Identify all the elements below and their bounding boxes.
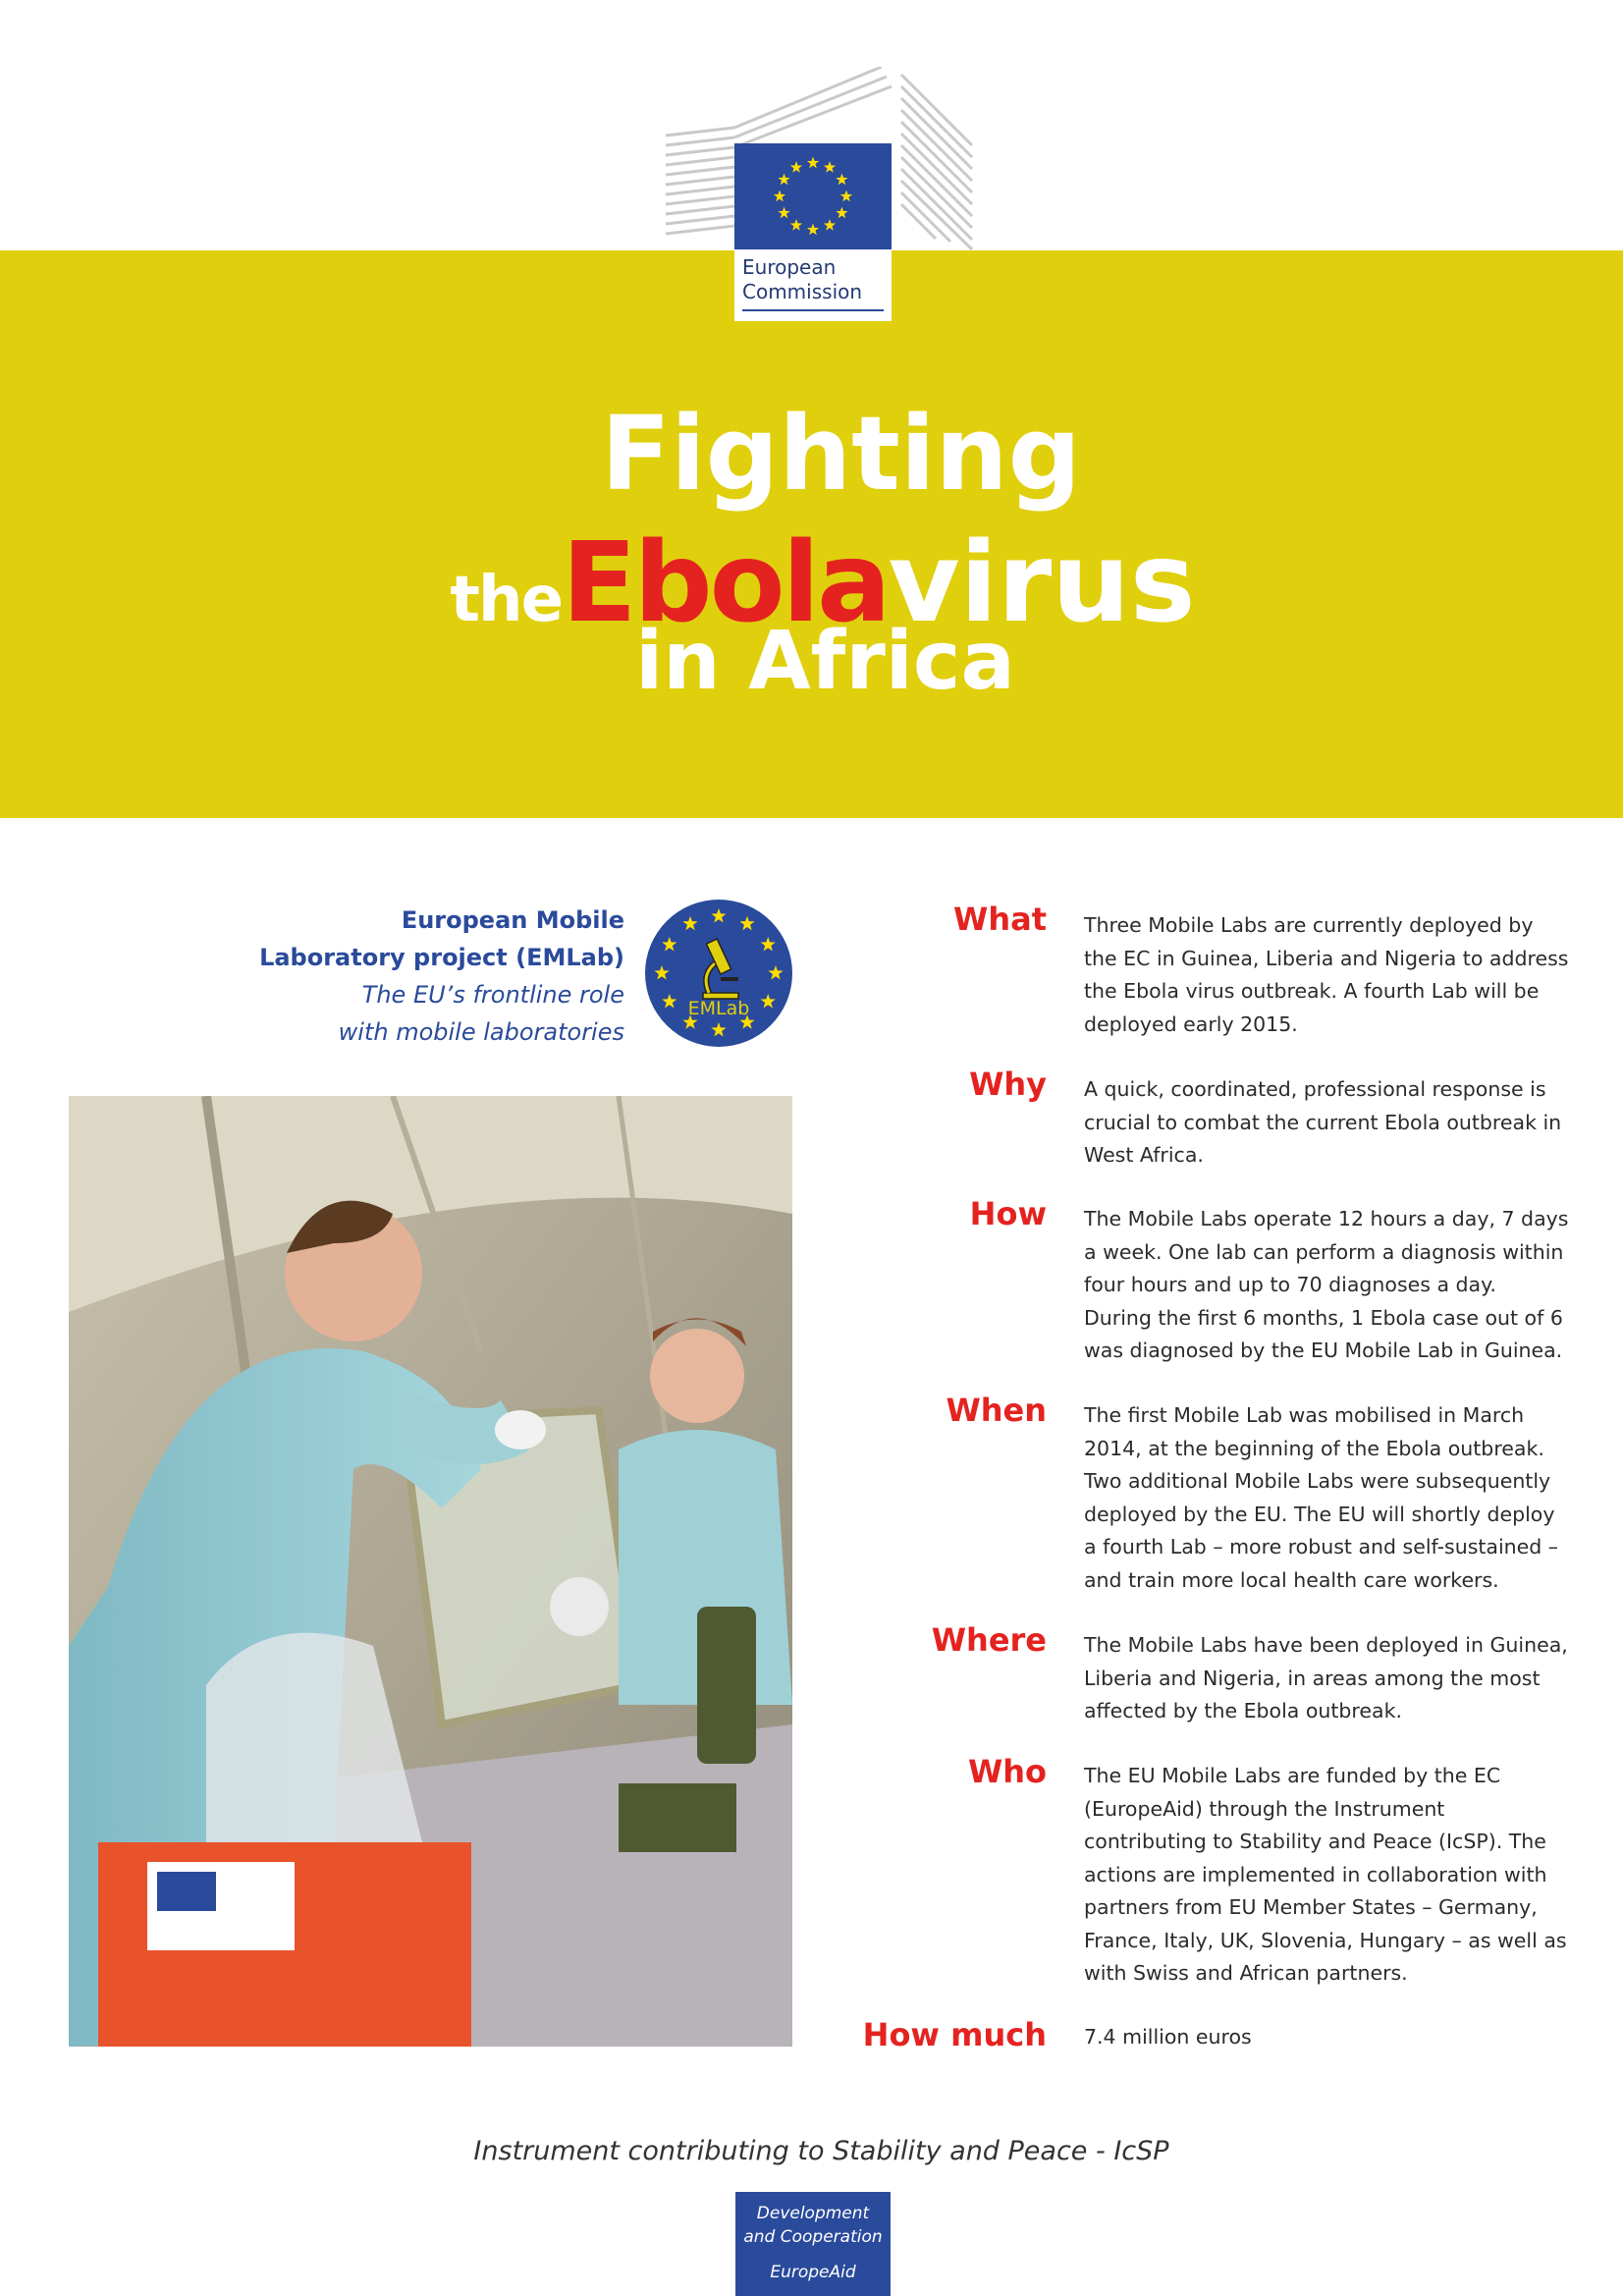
fact-text-what: Three Mobile Labs are currently deployed by the EC in Guinea, Liberia and Nigeria to address the Ebola virus outbreak. A fourth Lab will be deployed early 2015. [1084,913,1569,1036]
fact-label-how-much: How much [862,2016,1047,2053]
fact-label-how: How [969,1195,1047,1232]
logo-line-2: Commission [742,280,863,303]
europeaid-logo [735,2192,891,2296]
fact-label-when: When [946,1392,1047,1429]
fact-text-where: The Mobile Labs have been deployed in Guinea, Liberia and Nigeria, in areas among the most affected by the Ebola outbreak. [1084,1633,1568,1722]
eu-flag-icon [734,143,892,249]
europeaid-line-3: EuropeAid [770,2263,856,2282]
ec-wordmark [742,255,862,304]
title-line-1: Fighting [600,394,1082,514]
fact-label-who: Who [967,1753,1047,1790]
european-commission-logo [734,143,892,321]
fact-label-where: Where [931,1621,1047,1659]
project-name-1: European Mobile [401,906,624,934]
fact-text-who: The EU Mobile Labs are funded by the EC (EuropeAid) through the Instrument contributing to Stability and Peace (IcSP). The actions are implemented in collaboration with partners from EU Member States – Germany, France, Italy, UK, Slovenia, Hungary – as well as with Swiss and African partners. [1084,1764,1567,1985]
fact-text-how: The Mobile Labs operate 12 hours a day, 7 days a week. One lab can perform a diagnosis within four hours and up to 70 diagnoses a day. During the first 6 months, 1 Ebola case out of 6 was diagnosed by the EU Mobile Lab in Guinea. [1084,1207,1569,1362]
lab-photo [69,1096,792,2047]
fact-text-how-much: 7.4 million euros [1084,2025,1252,2049]
title-line-3: in Africa [635,615,1015,708]
footer-title: Instrument contributing to Stability and Peace - IcSP [473,2136,1169,2166]
project-tagline-2: with mobile laboratories [338,1018,624,1046]
emlab-logo-text: EMLab [687,998,750,1019]
logo-line-1: European [742,255,837,279]
emlab-logo [644,899,793,1048]
fact-text-when: The first Mobile Lab was mobilised in March 2014, at the beginning of the Ebola outbreak. Two additional Mobile Labs were subsequently deployed by the EU. The EU will shortly deploy a fourth Lab – more robust and self-sustained – and train more local health care workers. [1084,1403,1559,1592]
europeaid-line-2: and Cooperation [743,2227,883,2247]
title-ebola: Ebola [561,519,889,647]
fact-label-what: What [953,901,1047,938]
fact-text-why: A quick, coordinated, professional response is crucial to combat the current Ebola outbreak in West Africa. [1084,1077,1562,1167]
logo-underline [742,309,884,311]
fact-label-why: Why [969,1066,1047,1103]
project-heading [245,902,624,1051]
project-tagline-1: The EU’s frontline role [361,981,624,1009]
title-the: the [450,564,562,636]
project-name-2: Laboratory project (EMLab) [259,944,624,971]
title-virus: virus [888,519,1196,647]
europeaid-line-1: Development [756,2204,870,2223]
